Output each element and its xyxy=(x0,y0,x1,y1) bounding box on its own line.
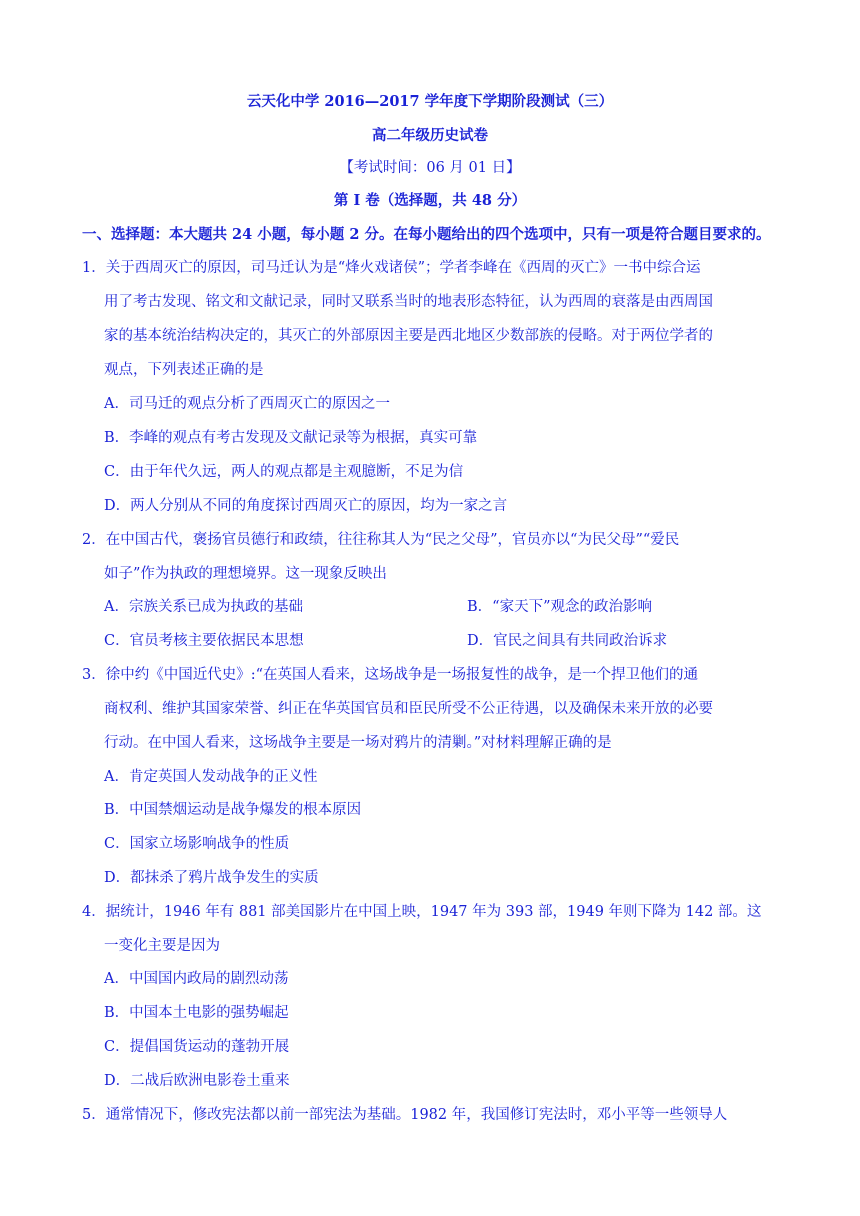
question-4-stem-line: 4．据统计，1946 年有 881 部美国影片在中国上映，1947 年为 393 部，1949 年则下降为 142 部。这 xyxy=(82,904,762,920)
question-4-option-a: A．中国国内政局的剧烈动荡 xyxy=(104,971,289,987)
question-5-stem-line: 5．通常情况下，修改宪法都以前一部宪法为基础。1982 年，我国修订宪法时，邓小平等一些领导人 xyxy=(82,1107,728,1123)
question-1-option-a: A．司马迁的观点分析了西周灭亡的原因之一 xyxy=(104,396,390,412)
section-instructions: 一、选择题：本大题共 24 小题，每小题 2 分。在每小题给出的四个选项中，只有一项是符合题目要求的。 xyxy=(82,226,771,243)
exam-title: 云天化中学 2016—2017 学年度下学期阶段测试（三） xyxy=(246,93,614,110)
question-4-stem-line: 一变化主要是因为 xyxy=(104,938,220,954)
question-3-stem-line: 商权利、维护其国家荣誉、纠正在华英国官员和臣民所受不公正待遇，以及确保未来开放的必要 xyxy=(104,701,713,717)
question-1-stem-line: 观点，下列表述正确的是 xyxy=(104,362,264,378)
question-3-option-c: C．国家立场影响战争的性质 xyxy=(104,836,290,852)
question-2-stem-line: 2．在中国古代，褒扬官员德行和政绩，往往称其人为“民之父母”，官员亦以“为民父母”“爱民 xyxy=(82,532,680,548)
question-3-stem-line: 行动。在中国人看来，这场战争主要是一场对鸦片的清剿。”对材料理解正确的是 xyxy=(104,735,612,751)
question-4-option-d: D．二战后欧洲电影卷土重来 xyxy=(104,1073,290,1089)
question-2-option-c: C．官员考核主要依据民本思想 xyxy=(104,633,304,649)
question-3-option-d: D．都抹杀了鸦片战争发生的实质 xyxy=(104,870,319,886)
question-4-option-c: C．提倡国货运动的蓬勃开展 xyxy=(104,1039,290,1055)
exam-subtitle: 高二年级历史试卷 xyxy=(372,127,488,144)
question-3-stem-line: 3．徐中约《中国近代史》:“在英国人看来，这场战争是一场报复性的战争，是一个捍卫他们的通 xyxy=(82,667,699,683)
question-1-option-b: B．李峰的观点有考古发现及文献记录等为根据，真实可靠 xyxy=(104,430,478,446)
question-3-option-b: B．中国禁烟运动是战争爆发的根本原因 xyxy=(104,802,362,818)
section-title: 第 I 卷（选择题，共 48 分） xyxy=(333,192,527,209)
question-2-option-a: A．宗族关系已成为执政的基础 xyxy=(104,599,303,615)
question-2-option-b: B．“家天下”观念的政治影响 xyxy=(467,599,652,615)
question-1-stem-line: 1．关于西周灭亡的原因，司马迁认为是“烽火戏诸侯”；学者李峰在《西周的灭亡》一书中综合运 xyxy=(82,260,701,276)
question-1-option-c: C．由于年代久远，两人的观点都是主观臆断，不足为信 xyxy=(104,464,464,480)
question-2-stem-line: 如子”作为执政的理想境界。这一现象反映出 xyxy=(104,566,387,582)
question-1-stem-line: 家的基本统治结构决定的，其灭亡的外部原因主要是西北地区少数部族的侵略。对于两位学者的 xyxy=(104,328,713,344)
question-2-option-d: D．官民之间具有共同政治诉求 xyxy=(467,633,668,649)
question-3-option-a: A．肯定英国人发动战争的正义性 xyxy=(104,769,318,785)
question-1-option-d: D．两人分别从不同的角度探讨西周灭亡的原因，均为一家之言 xyxy=(104,498,508,514)
question-4-option-b: B．中国本土电影的强势崛起 xyxy=(104,1005,289,1021)
exam-time: 【考试时间：06 月 01 日】 xyxy=(339,160,521,176)
question-1-stem-line: 用了考古发现、铭文和文献记录，同时又联系当时的地表形态特征，认为西周的衰落是由西周国 xyxy=(104,294,713,310)
